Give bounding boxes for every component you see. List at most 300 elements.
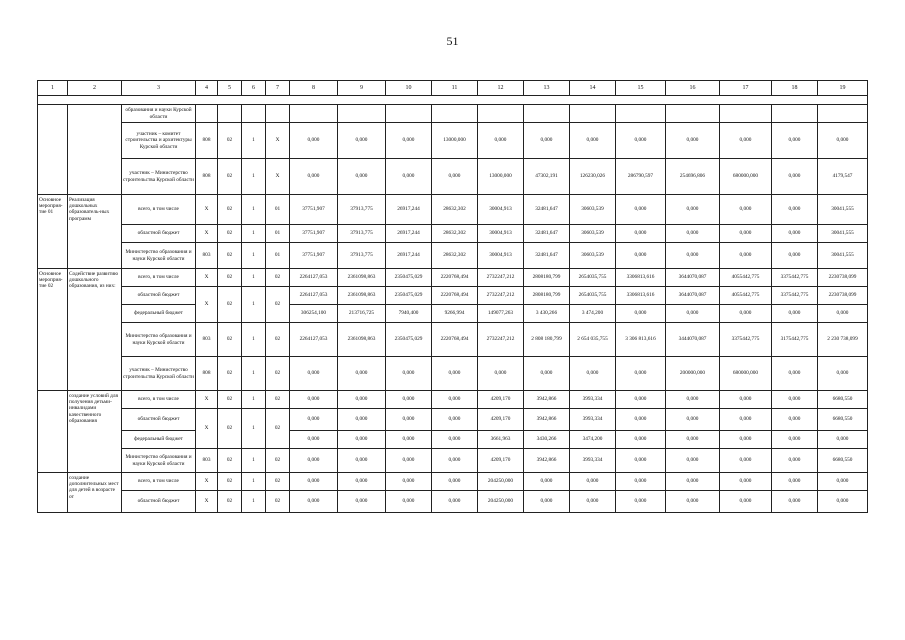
value-cell: 28632,302: [432, 195, 478, 225]
participant-cell: участник – Министерство строительства Курской области: [122, 357, 196, 391]
value-cell: 4209,170: [478, 409, 524, 431]
value-cell: 2 808 180,799: [524, 323, 570, 357]
table-row: [38, 431, 868, 449]
column-header: 8: [290, 81, 338, 96]
value-cell: 0,000: [772, 195, 818, 225]
code-cell: Х: [196, 287, 218, 323]
table-row: [38, 323, 868, 357]
value-cell: 2350475,029: [386, 269, 432, 287]
value-cell: 6680,550: [818, 409, 868, 431]
value-cell: 0,000: [290, 159, 338, 195]
value-cell: Х: [196, 491, 218, 513]
code-cell: 1: [242, 409, 266, 449]
value-cell: 0,000: [290, 491, 338, 513]
budget-table: [37, 80, 868, 513]
value-cell: 30041,555: [818, 195, 868, 225]
table-row: [38, 357, 868, 391]
value-cell: 1: [242, 243, 266, 269]
value-cell: 2654035,755: [570, 269, 616, 287]
value-cell: 2350475,029: [386, 287, 432, 305]
value-cell: 0,000: [818, 357, 868, 391]
value-cell: Х: [266, 159, 290, 195]
value-cell: 0,000: [772, 409, 818, 431]
value-cell: 02: [266, 491, 290, 513]
value-cell: 2264127,053: [290, 269, 338, 287]
value-cell: 2361098,863: [338, 287, 386, 305]
empty-cell: [386, 105, 432, 123]
value-cell: 0,000: [386, 357, 432, 391]
value-cell: 3644070,087: [666, 269, 720, 287]
value-cell: 0,000: [570, 357, 616, 391]
participant-cell: областной бюджет: [122, 491, 196, 513]
value-cell: 32481,647: [524, 195, 570, 225]
value-cell: 0,000: [772, 357, 818, 391]
column-header: 5: [218, 81, 242, 96]
empty-cell: [524, 105, 570, 123]
value-cell: 9266,994: [432, 305, 478, 323]
value-cell: 0,000: [720, 195, 772, 225]
value-cell: 3942,866: [524, 391, 570, 409]
value-cell: 4209,170: [478, 449, 524, 473]
value-cell: 0,000: [386, 159, 432, 195]
value-cell: 0,000: [570, 123, 616, 159]
value-cell: 3993,334: [570, 409, 616, 431]
participant-cell: участник – Министерство строительства Курской области: [122, 159, 196, 195]
value-cell: 2732247,212: [478, 323, 524, 357]
value-cell: 680000,000: [720, 159, 772, 195]
value-cell: 0,000: [524, 491, 570, 513]
value-cell: 3375442,775: [772, 287, 818, 305]
empty-cell: [818, 105, 868, 123]
value-cell: 286790,597: [616, 159, 666, 195]
value-cell: 0,000: [666, 431, 720, 449]
measure-cell: Основное мероприя-тие 01: [38, 195, 68, 269]
value-cell: 30603,539: [570, 243, 616, 269]
table-row: [38, 105, 868, 123]
value-cell: 0,000: [772, 305, 818, 323]
value-cell: 0,000: [720, 473, 772, 491]
value-cell: 02: [218, 449, 242, 473]
value-cell: 0,000: [772, 431, 818, 449]
value-cell: 0,000: [666, 473, 720, 491]
value-cell: 3644070,087: [666, 287, 720, 305]
value-cell: 803: [196, 243, 218, 269]
measure-cell: Основное мероприя-тие 02: [38, 269, 68, 391]
value-cell: 30004,913: [478, 195, 524, 225]
value-cell: 30004,913: [478, 225, 524, 243]
value-cell: 0,000: [666, 305, 720, 323]
value-cell: 02: [218, 269, 242, 287]
column-header: 11: [432, 81, 478, 96]
table-row: [38, 473, 868, 491]
table-row: [38, 269, 868, 287]
value-cell: 3 474,200: [570, 305, 616, 323]
participant-cell: всего, в том числе: [122, 473, 196, 491]
value-cell: 0,000: [386, 123, 432, 159]
value-cell: 213716,725: [338, 305, 386, 323]
empty-cell: [242, 105, 266, 123]
value-cell: 3430,266: [524, 431, 570, 449]
code-cell: 02: [218, 287, 242, 323]
code-cell: 02: [266, 287, 290, 323]
value-cell: 1: [242, 225, 266, 243]
value-cell: 2 654 035,755: [570, 323, 616, 357]
value-cell: 2361098,863: [338, 323, 386, 357]
value-cell: 0,000: [772, 449, 818, 473]
value-cell: 1: [242, 449, 266, 473]
value-cell: 02: [218, 357, 242, 391]
value-cell: 26917,244: [386, 195, 432, 225]
participant-cell: Министерство образования и науки Курской области: [122, 323, 196, 357]
value-cell: 02: [266, 357, 290, 391]
value-cell: 0,000: [772, 159, 818, 195]
value-cell: 32481,647: [524, 243, 570, 269]
table-row: [38, 159, 868, 195]
value-cell: 0,000: [616, 473, 666, 491]
value-cell: 2350475,029: [386, 323, 432, 357]
spacer-row: [38, 96, 868, 105]
value-cell: 0,000: [432, 409, 478, 431]
value-cell: 2808180,799: [524, 287, 570, 305]
column-header: 1: [38, 81, 68, 96]
value-cell: 254696,806: [666, 159, 720, 195]
value-cell: 0,000: [616, 357, 666, 391]
value-cell: 2 230 738,099: [818, 323, 868, 357]
value-cell: 0,000: [720, 243, 772, 269]
table-row: [38, 287, 868, 305]
page-number: 51: [446, 34, 459, 48]
value-cell: 0,000: [720, 491, 772, 513]
value-cell: 1: [242, 323, 266, 357]
column-header: 14: [570, 81, 616, 96]
participant-cell: всего, в том числе: [122, 391, 196, 409]
value-cell: Х: [196, 391, 218, 409]
value-cell: 13000,000: [432, 123, 478, 159]
empty-cell: [570, 105, 616, 123]
table-row: [38, 225, 868, 243]
measure-cell: [38, 105, 68, 195]
value-cell: 6680,550: [818, 449, 868, 473]
value-cell: 0,000: [570, 473, 616, 491]
value-cell: 13000,000: [478, 159, 524, 195]
value-cell: 01: [266, 225, 290, 243]
column-numbers-row: [38, 81, 868, 96]
value-cell: 808: [196, 123, 218, 159]
value-cell: 0,000: [432, 449, 478, 473]
column-header: 4: [196, 81, 218, 96]
value-cell: 32481,647: [524, 225, 570, 243]
value-cell: 1: [242, 357, 266, 391]
value-cell: 3 306 813,616: [616, 323, 666, 357]
participant-cell: образования и науки Курской области: [122, 105, 196, 123]
value-cell: 3375442,775: [720, 323, 772, 357]
measure-name-cell: создание условий для получения детьми-инвалидами качественного образования: [68, 391, 122, 473]
value-cell: 200000,000: [666, 357, 720, 391]
value-cell: 0,000: [720, 225, 772, 243]
value-cell: 2264127,053: [290, 323, 338, 357]
value-cell: 02: [266, 449, 290, 473]
value-cell: 808: [196, 357, 218, 391]
value-cell: 02: [218, 391, 242, 409]
value-cell: 28632,302: [432, 243, 478, 269]
measure-name-cell: создание дополнительных мест для детей в возрасте от: [68, 473, 122, 513]
value-cell: 30603,539: [570, 195, 616, 225]
column-header: 7: [266, 81, 290, 96]
measure-name-cell: Содействие развитию дошкольного образования, из них:: [68, 269, 122, 391]
value-cell: 2220768,494: [432, 287, 478, 305]
table-row: [38, 449, 868, 473]
value-cell: 0,000: [772, 225, 818, 243]
value-cell: 0,000: [720, 391, 772, 409]
value-cell: 0,000: [772, 491, 818, 513]
value-cell: 2230738,099: [818, 269, 868, 287]
value-cell: 0,000: [818, 123, 868, 159]
value-cell: 0,000: [290, 431, 338, 449]
value-cell: 0,000: [818, 305, 868, 323]
column-header: 13: [524, 81, 570, 96]
value-cell: 0,000: [570, 491, 616, 513]
value-cell: 0,000: [386, 409, 432, 431]
value-cell: 3942,866: [524, 409, 570, 431]
value-cell: 0,000: [338, 357, 386, 391]
value-cell: Х: [196, 269, 218, 287]
code-cell: 02: [266, 409, 290, 449]
value-cell: 3306813,616: [616, 287, 666, 305]
value-cell: 0,000: [616, 491, 666, 513]
value-cell: 204250,000: [478, 473, 524, 491]
value-cell: 2220768,494: [432, 323, 478, 357]
measure-name-cell: Реализация дошкольных образователь-ных программ: [68, 195, 122, 269]
value-cell: 0,000: [432, 391, 478, 409]
value-cell: 0,000: [338, 123, 386, 159]
value-cell: 0,000: [290, 449, 338, 473]
value-cell: 3993,334: [570, 449, 616, 473]
value-cell: 2230738,099: [818, 287, 868, 305]
value-cell: 3 430,266: [524, 305, 570, 323]
value-cell: 0,000: [386, 449, 432, 473]
value-cell: 3375442,775: [772, 269, 818, 287]
value-cell: 0,000: [772, 473, 818, 491]
value-cell: 0,000: [616, 195, 666, 225]
value-cell: Х: [266, 123, 290, 159]
value-cell: 0,000: [338, 473, 386, 491]
measure-cell: [38, 473, 68, 513]
value-cell: 0,000: [338, 491, 386, 513]
value-cell: 0,000: [338, 431, 386, 449]
participant-cell: Министерство образования и науки Курской области: [122, 243, 196, 269]
value-cell: 47302,191: [524, 159, 570, 195]
value-cell: 149077,263: [478, 305, 524, 323]
value-cell: 1: [242, 195, 266, 225]
value-cell: 0,000: [338, 391, 386, 409]
value-cell: 0,000: [818, 491, 868, 513]
value-cell: 0,000: [666, 123, 720, 159]
table-row: [38, 195, 868, 225]
value-cell: 4055442,775: [720, 287, 772, 305]
participant-cell: областной бюджет: [122, 409, 196, 431]
column-header: 19: [818, 81, 868, 96]
value-cell: 02: [218, 225, 242, 243]
value-cell: 0,000: [432, 431, 478, 449]
value-cell: 02: [218, 159, 242, 195]
participant-cell: Министерство образования и науки Курской области: [122, 449, 196, 473]
code-cell: Х: [196, 409, 218, 449]
value-cell: 0,000: [720, 123, 772, 159]
value-cell: 0,000: [478, 357, 524, 391]
empty-cell: [266, 105, 290, 123]
value-cell: 01: [266, 195, 290, 225]
value-cell: 26917,244: [386, 225, 432, 243]
empty-cell: [720, 105, 772, 123]
value-cell: 1: [242, 473, 266, 491]
value-cell: Х: [196, 473, 218, 491]
value-cell: 0,000: [386, 431, 432, 449]
table-row: [38, 491, 868, 513]
value-cell: 02: [266, 269, 290, 287]
value-cell: 3306813,616: [616, 269, 666, 287]
value-cell: 02: [266, 323, 290, 357]
value-cell: 6680,550: [818, 391, 868, 409]
value-cell: 0,000: [616, 409, 666, 431]
value-cell: 0,000: [616, 305, 666, 323]
value-cell: 204250,000: [478, 491, 524, 513]
participant-cell: областной бюджет: [122, 287, 196, 305]
value-cell: 0,000: [338, 449, 386, 473]
value-cell: 0,000: [720, 305, 772, 323]
value-cell: 02: [218, 243, 242, 269]
value-cell: 30041,555: [818, 225, 868, 243]
empty-cell: [478, 105, 524, 123]
table-row: [38, 305, 868, 323]
value-cell: 0,000: [290, 391, 338, 409]
empty-cell: [772, 105, 818, 123]
value-cell: 26917,244: [386, 243, 432, 269]
measure-cell: [38, 391, 68, 473]
value-cell: 0,000: [720, 431, 772, 449]
value-cell: 37913,775: [338, 195, 386, 225]
value-cell: 0,000: [720, 409, 772, 431]
empty-cell: [290, 105, 338, 123]
value-cell: 2732247,212: [478, 287, 524, 305]
column-header: 10: [386, 81, 432, 96]
value-cell: 37913,775: [338, 225, 386, 243]
value-cell: 0,000: [386, 491, 432, 513]
value-cell: Х: [196, 195, 218, 225]
value-cell: 0,000: [772, 391, 818, 409]
column-header: 17: [720, 81, 772, 96]
value-cell: 0,000: [386, 473, 432, 491]
value-cell: 0,000: [818, 431, 868, 449]
value-cell: 37913,775: [338, 243, 386, 269]
empty-cell: [196, 105, 218, 123]
table-row: [38, 391, 868, 409]
empty-cell: [616, 105, 666, 123]
column-header: 16: [666, 81, 720, 96]
value-cell: 01: [266, 243, 290, 269]
column-header: 2: [68, 81, 122, 96]
value-cell: 0,000: [666, 243, 720, 269]
code-cell: 1: [242, 287, 266, 323]
value-cell: 803: [196, 323, 218, 357]
value-cell: 0,000: [818, 473, 868, 491]
column-header: 6: [242, 81, 266, 96]
value-cell: 02: [218, 473, 242, 491]
value-cell: 3175442,775: [772, 323, 818, 357]
participant-cell: всего, в том числе: [122, 269, 196, 287]
value-cell: 4209,170: [478, 391, 524, 409]
column-header: 9: [338, 81, 386, 96]
value-cell: 0,000: [616, 431, 666, 449]
code-cell: 02: [218, 409, 242, 449]
value-cell: 0,000: [338, 159, 386, 195]
column-header: 15: [616, 81, 666, 96]
value-cell: 02: [218, 123, 242, 159]
value-cell: 0,000: [290, 123, 338, 159]
value-cell: 0,000: [666, 391, 720, 409]
participant-cell: федеральный бюджет: [122, 431, 196, 449]
value-cell: 0,000: [524, 473, 570, 491]
value-cell: 37751,907: [290, 195, 338, 225]
empty-cell: [432, 105, 478, 123]
empty-cell: [666, 105, 720, 123]
column-header: 12: [478, 81, 524, 96]
value-cell: 02: [266, 391, 290, 409]
value-cell: 2732247,212: [478, 269, 524, 287]
value-cell: Х: [196, 225, 218, 243]
value-cell: 0,000: [772, 123, 818, 159]
value-cell: 2220768,494: [432, 269, 478, 287]
value-cell: 3942,866: [524, 449, 570, 473]
value-cell: 0,000: [290, 357, 338, 391]
value-cell: 4055442,775: [720, 269, 772, 287]
value-cell: 0,000: [386, 391, 432, 409]
value-cell: 0,000: [432, 159, 478, 195]
value-cell: 2361098,863: [338, 269, 386, 287]
value-cell: 1: [242, 269, 266, 287]
value-cell: 37751,907: [290, 243, 338, 269]
table-row: [38, 123, 868, 159]
value-cell: 1: [242, 123, 266, 159]
value-cell: 0,000: [290, 473, 338, 491]
value-cell: 02: [218, 195, 242, 225]
value-cell: 37751,907: [290, 225, 338, 243]
value-cell: 803: [196, 449, 218, 473]
value-cell: 2264127,053: [290, 287, 338, 305]
value-cell: 0,000: [666, 409, 720, 431]
value-cell: 3993,334: [570, 391, 616, 409]
value-cell: 30004,913: [478, 243, 524, 269]
value-cell: 0,000: [616, 123, 666, 159]
table-row: [38, 409, 868, 431]
empty-cell: [218, 105, 242, 123]
participant-cell: областной бюджет: [122, 225, 196, 243]
value-cell: 0,000: [666, 225, 720, 243]
participant-cell: всего, в том числе: [122, 195, 196, 225]
value-cell: 28632,302: [432, 225, 478, 243]
value-cell: 3444070,087: [666, 323, 720, 357]
value-cell: 7940,400: [386, 305, 432, 323]
measure-name-cell: [68, 105, 122, 195]
value-cell: 3474,200: [570, 431, 616, 449]
value-cell: 0,000: [290, 409, 338, 431]
value-cell: 0,000: [616, 391, 666, 409]
empty-cell: [338, 105, 386, 123]
value-cell: 2654035,755: [570, 287, 616, 305]
table-row: [38, 243, 868, 269]
value-cell: 30041,555: [818, 243, 868, 269]
participant-cell: участник – комитет строительства и архитектуры Курской области: [122, 123, 196, 159]
value-cell: 30603,539: [570, 225, 616, 243]
